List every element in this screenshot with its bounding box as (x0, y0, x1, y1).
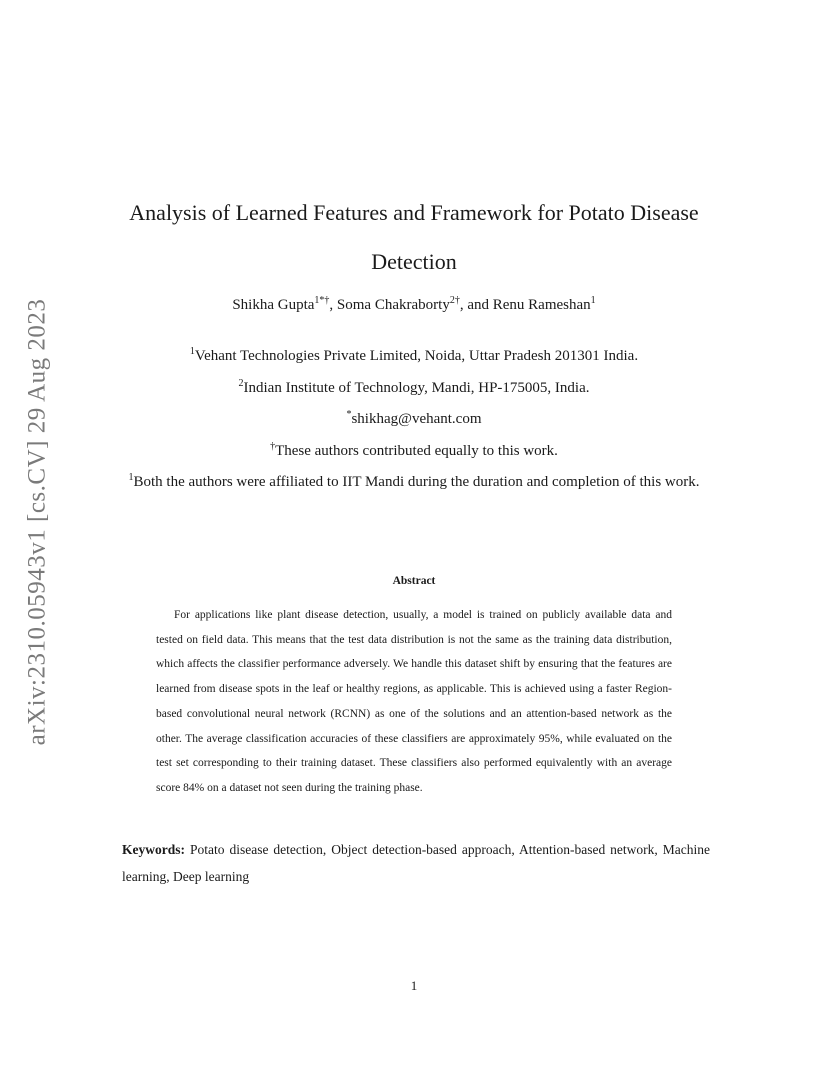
page-number: 1 (410, 978, 418, 993)
affiliation-note: $^1$Both the authors were affiliated to IIT Mandi during the duration and completion of this work. (128, 472, 700, 490)
author-2-marks: 2† (449, 295, 460, 306)
arxiv-identifier-text: arXiv:2310.05943v1 [cs.CV] 29 Aug 2023 (23, 298, 50, 746)
abstract-heading: Abstract (392, 575, 436, 587)
paper-title: Analysis of Learned Features and Framework for Potato Disease Detection (129, 200, 699, 274)
abstract-text: For applications like plant disease detection, usually, a model is trained on publicly available data and tested on field data. This means that the test data distribution is not the same as the training data distribution, which affects the classifier performance adversely. We handle this dataset shift by ensuring that the features are learned from disease spots in the leaf or healthy regions, as applicable. This is achieved using a faster Region-based convolutional neural network (RCNN) as one of the solutions and an attention-based network as the other. The average classification accuracies of these classifiers are approximately 95%, while evaluated on the test set corresponding to their training dataset. These classifiers also performed equivalently with an average score 84% on a dataset not seen during the training phase. (156, 609, 672, 794)
affiliation-1: $^1$Vehant Technologies Private Limited, Noida, Uttar Pradesh 201301 India. (189, 346, 639, 364)
equal-contribution-note: †These authors contributed equally to this work. (270, 440, 558, 459)
affiliations (100, 341, 728, 499)
arxiv-identifier-stamp (12, 282, 62, 762)
author-list (100, 297, 728, 314)
author-3-marks: 1 (590, 295, 596, 306)
affiliation-2: $^2$Indian Institute of Technology, Mandi, HP-175005, India. (238, 377, 590, 396)
author-3: Renu Rameshan$^1$ (492, 295, 596, 313)
corresponding-email: *shikhag@vehant.com (346, 409, 482, 427)
author-1: Shikha Gupta$^{1*\dagger}$, (232, 295, 337, 313)
author-1-marks: 1*† (314, 295, 330, 306)
keywords-label: Keywords: (122, 842, 185, 857)
author-2: Soma Chakraborty$^{2\dagger}$, and (336, 295, 493, 313)
keywords-text: Potato disease detection, Object detection-based approach, Attention-based network, Machine learning, Deep learning (122, 842, 710, 884)
keywords (122, 836, 710, 890)
